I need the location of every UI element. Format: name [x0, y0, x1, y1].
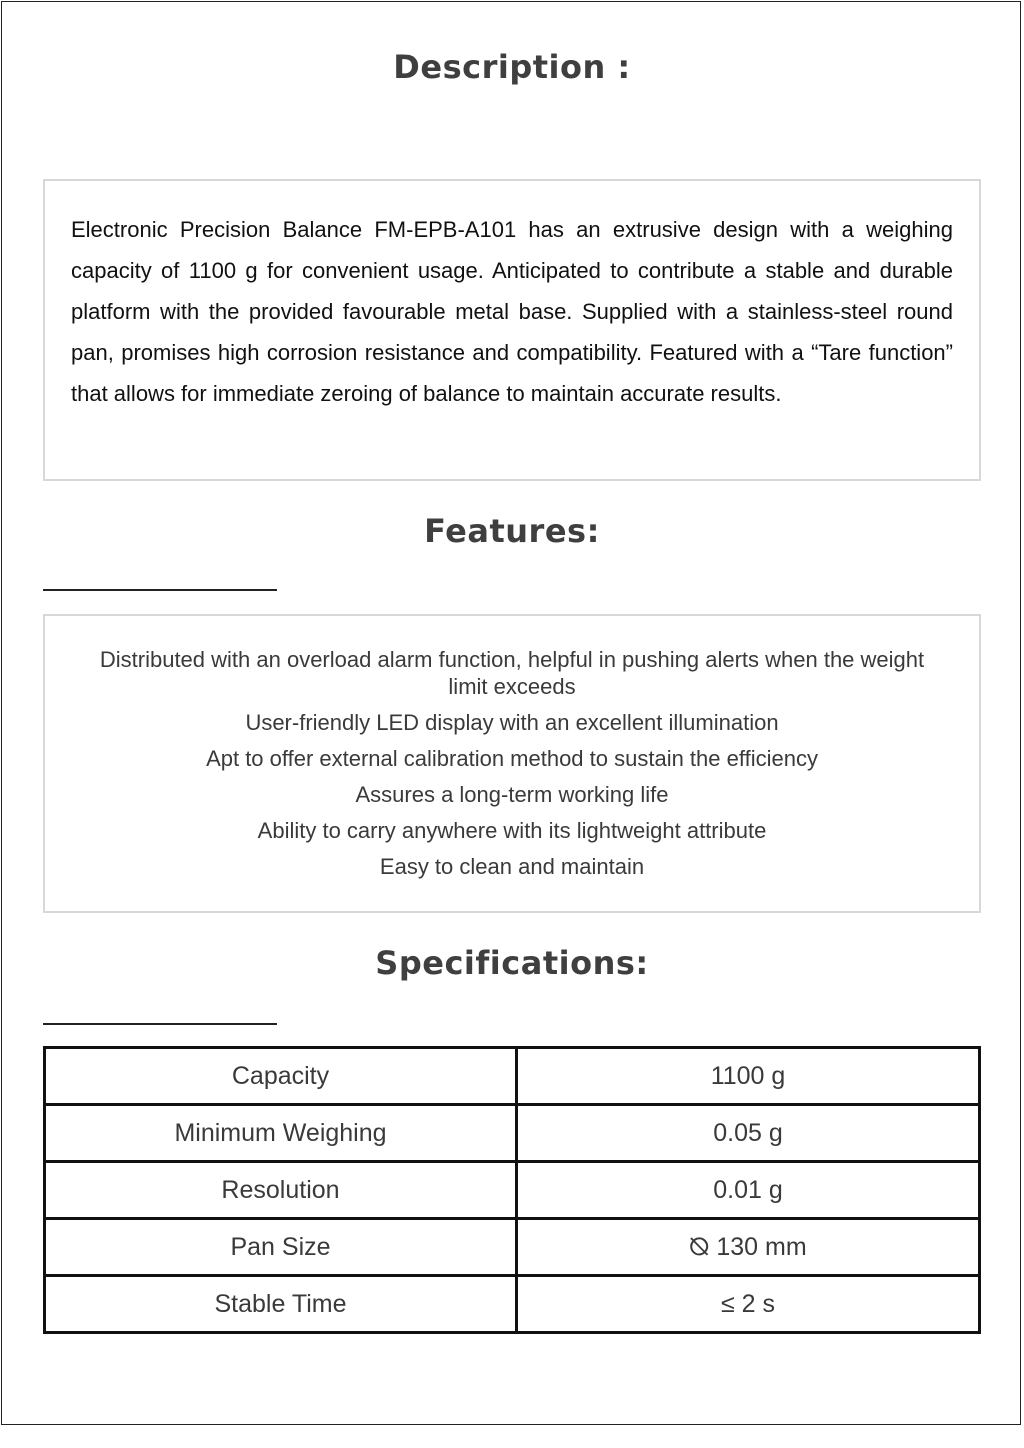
table-row: [45, 1219, 980, 1276]
description-text: Electronic Precision Balance FM-EPB-A101 has an extrusive design with a weighing capacity of 1100 g for convenient usage. Anticipated to contribute a stable and durable platform with the provided favourable metal base. Supplied with a stainless-steel round pan, promises high corrosion resistance and compatibility. Featured with a “Tare function” that allows for immediate zeroing of balance to maintain accurate results.: [71, 217, 953, 406]
spec-value: 0.05 g: [517, 1105, 980, 1162]
spec-label: Capacity: [45, 1048, 517, 1105]
features-divider: [43, 589, 277, 591]
specifications-divider: [43, 1023, 277, 1025]
feature-item: Apt to offer external calibration method to sustain the efficiency: [206, 746, 818, 771]
feature-item: Easy to clean and maintain: [379, 854, 645, 879]
specifications-table: [43, 1046, 981, 1334]
features-list: [85, 646, 939, 880]
description-box: [43, 179, 981, 481]
spec-value: 1100 g: [517, 1048, 980, 1105]
feature-item: Assures a long-term working life: [355, 782, 669, 807]
description-heading: Description :: [393, 48, 631, 86]
spec-label: Minimum Weighing: [45, 1105, 517, 1162]
table-row: [45, 1105, 980, 1162]
spec-label: Resolution: [45, 1162, 517, 1219]
spec-value: 0.01 g: [517, 1162, 980, 1219]
feature-item: User-friendly LED display with an excellent illumination: [245, 710, 779, 735]
features-box: [43, 614, 981, 913]
spec-value: ≤ 2 s: [517, 1276, 980, 1333]
table-row: [45, 1276, 980, 1333]
features-heading: Features:: [424, 512, 600, 550]
table-row: [45, 1048, 980, 1105]
feature-item: Distributed with an overload alarm function, helpful in pushing alerts when the weight limit exceeds: [99, 647, 925, 699]
spec-value: ⦰ 130 mm: [517, 1219, 980, 1276]
spec-label: Pan Size: [45, 1219, 517, 1276]
feature-item: Ability to carry anywhere with its lightweight attribute: [257, 818, 767, 843]
table-row: [45, 1162, 980, 1219]
spec-label: Stable Time: [45, 1276, 517, 1333]
specifications-heading: Specifications:: [375, 944, 649, 982]
